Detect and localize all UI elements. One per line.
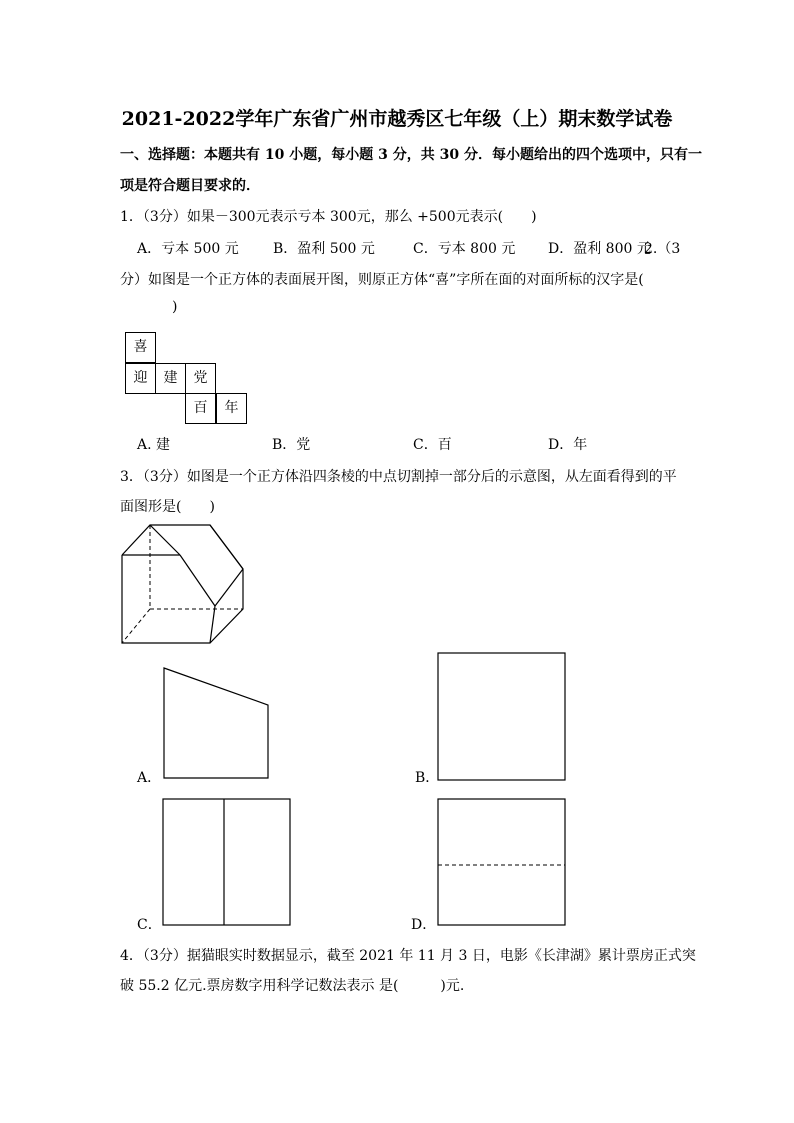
q2-option-c: C．百 [413, 437, 452, 453]
q2-option-d: D．年 [548, 437, 588, 453]
q3-option-b-label: B． [415, 770, 440, 786]
cut-cube-edge [210, 606, 215, 643]
q1-option-d: D．盈利 800 元 [548, 241, 651, 257]
section-heading-line1: 一、选择题：本题共有 10 小题，每小题 3 分，共 30 分．每小题给出的四个选项中，只有一 [120, 147, 702, 163]
q1-option-b: B．盈利 500 元 [273, 241, 375, 257]
q4-stem-line1: 4．（3分）据猫眼实时数据显示，截至 2021 年 11 月 3 日，电影《长津湖》累计票房正式突 [120, 948, 696, 964]
net-cell-bai: 百 [185, 393, 216, 424]
q3-option-a-label: A． [137, 770, 162, 786]
net-cell-jian: 建 [155, 363, 186, 394]
cut-cube-edge [150, 525, 180, 555]
net-cell-dang: 党 [185, 363, 216, 394]
section-heading-line2: 项是符合题目要求的． [120, 178, 260, 194]
q2-stem-line3: ) [172, 299, 178, 315]
q3-option-d-label: D． [411, 917, 437, 933]
net-cell-nian: 年 [216, 393, 247, 424]
q3-stem-line2: 面图形是( ) [120, 499, 215, 515]
cut-cube-edge [210, 525, 243, 569]
q3-option-c-figure [160, 796, 293, 928]
q1-option-c: C．亏本 800 元 [413, 241, 516, 257]
q3-option-b-figure [435, 650, 568, 783]
net-cell-xi: 喜 [125, 332, 156, 363]
q2-stem-line2: 分）如图是一个正方体的表面展开图，则原正方体“喜”字所在面的对面所标的汉字是( [120, 272, 644, 288]
hidden-edge [122, 609, 150, 643]
page-title: 2021-2022学年广东省广州市越秀区七年级（上）期末数学试卷 [121, 108, 673, 130]
cut-cube-edge [180, 555, 215, 606]
cut-cube-outline [122, 525, 243, 643]
q3-stem-line1: 3．（3分）如图是一个正方体沿四条棱的中点切割掉一部分后的示意图，从左面看得到的平 [120, 469, 677, 485]
q4-stem-line2: 破 55.2 亿元.票房数字用科学记数法表示 是( )元. [120, 978, 465, 994]
q1-option-a: A．亏本 500 元 [137, 241, 239, 257]
q3-option-c-label: C． [137, 917, 162, 933]
q2-stem-start: 2.（3 [644, 241, 681, 257]
q1-stem: 1．（3分）如果－300元表示亏本 300元，那么 +500元表示( ) [120, 209, 537, 225]
cut-cube-edge [215, 569, 243, 606]
cut-cube-figure [115, 518, 250, 648]
q3-option-d-figure [435, 796, 568, 928]
q2-option-b: B．党 [272, 437, 311, 453]
q3-option-a-figure [160, 665, 272, 783]
q2-option-a: A. 建 [137, 437, 171, 453]
net-cell-ying: 迎 [125, 363, 156, 394]
